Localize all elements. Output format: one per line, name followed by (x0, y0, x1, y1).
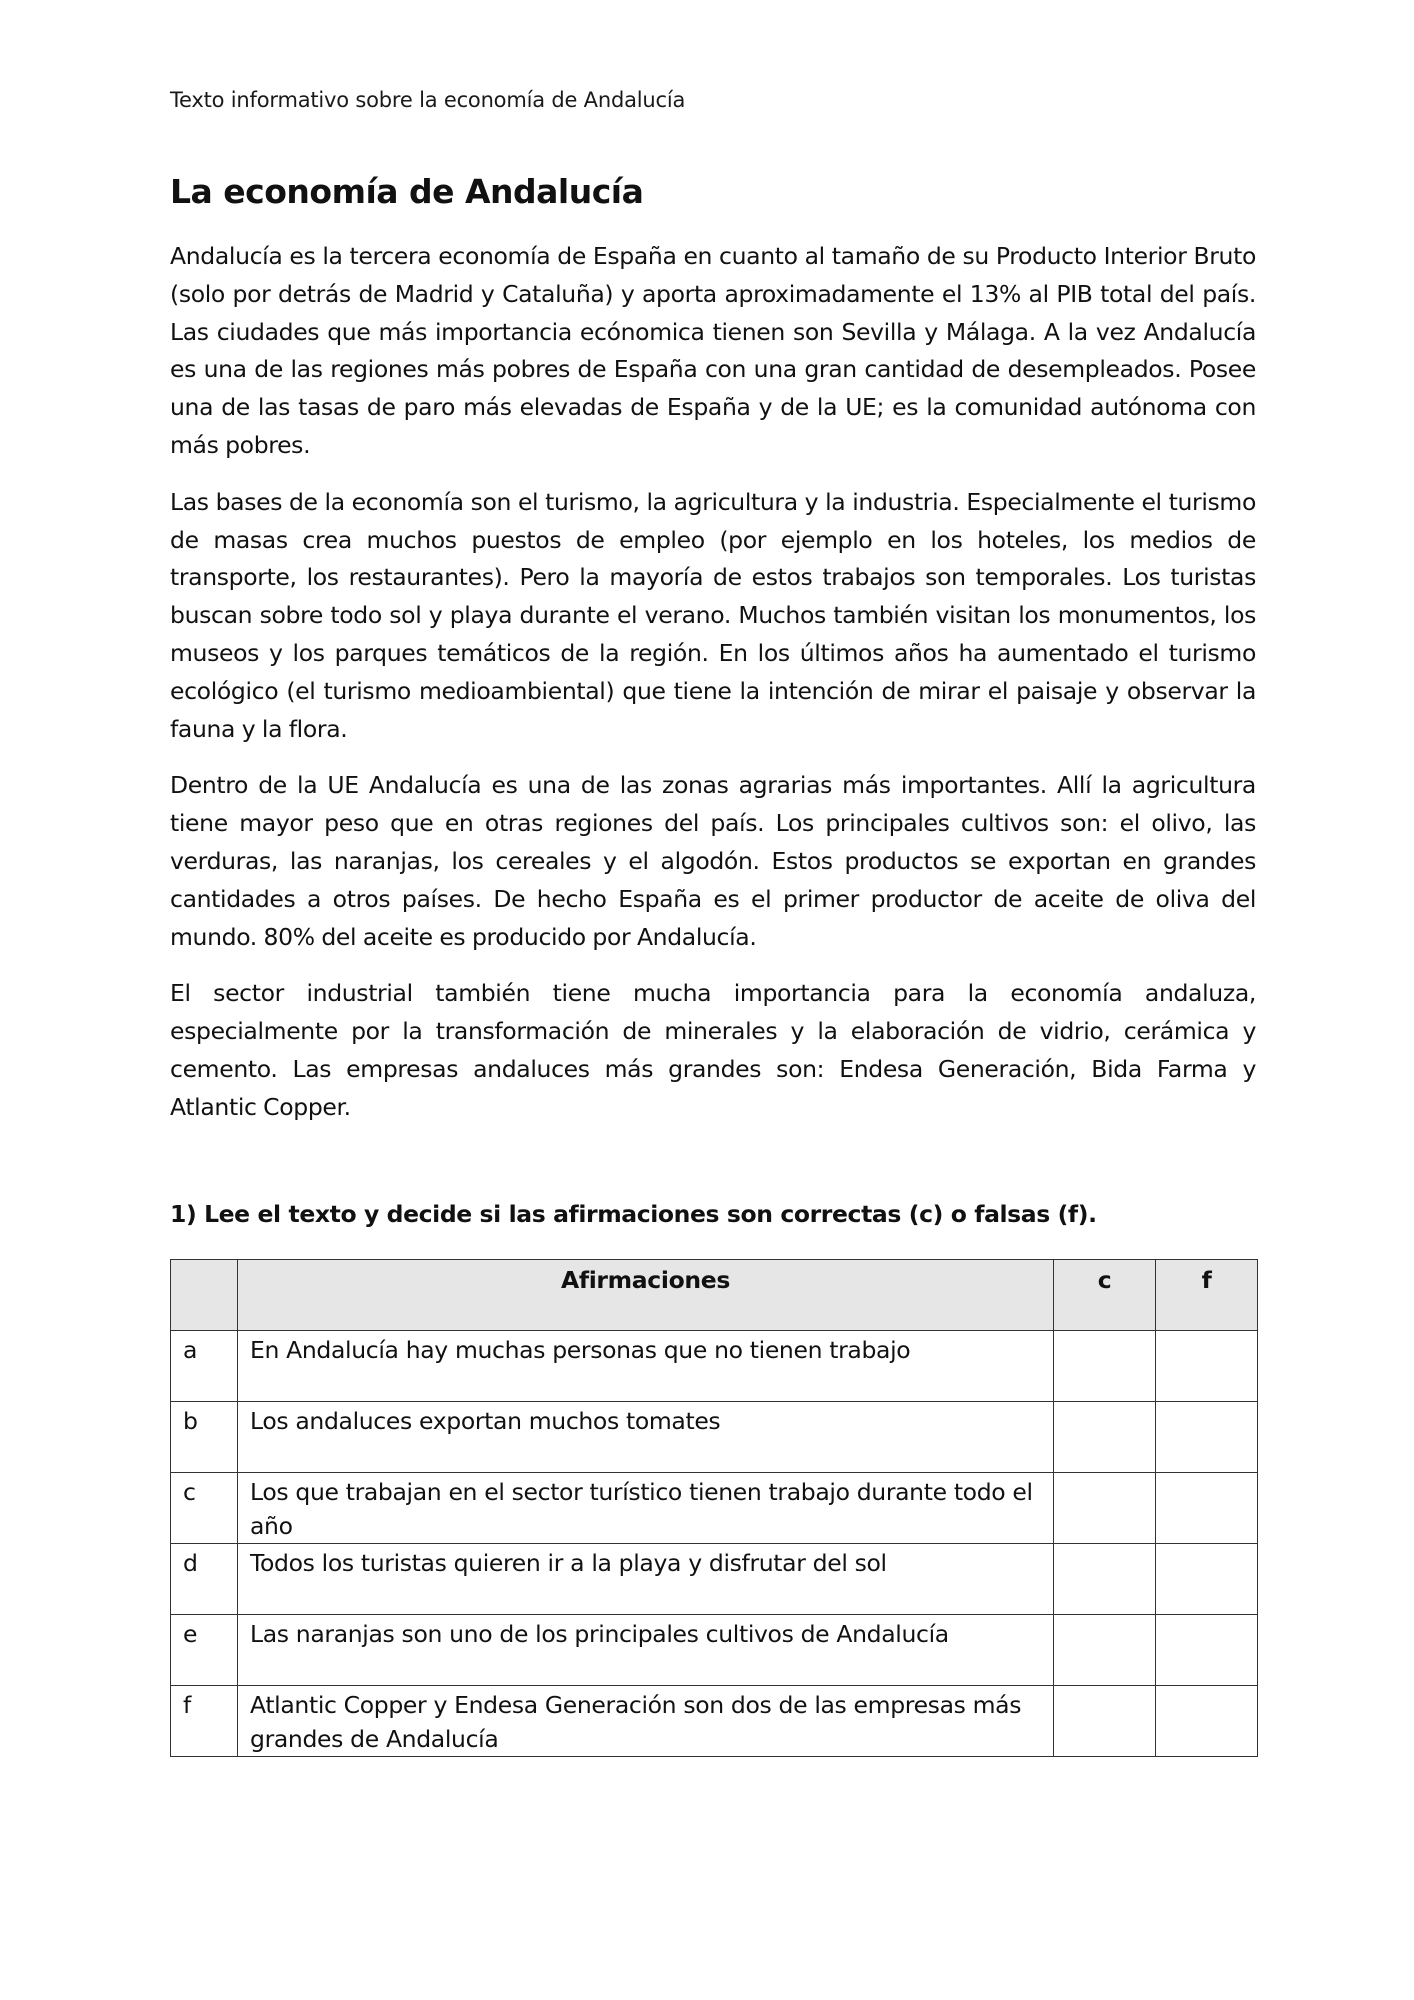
answer-cell-correct[interactable] (1054, 1473, 1156, 1544)
row-letter: e (171, 1615, 238, 1686)
row-statement: Los andaluces exportan muchos tomates (238, 1402, 1054, 1473)
header-correct: c (1054, 1260, 1156, 1331)
answer-cell-correct[interactable] (1054, 1331, 1156, 1402)
row-letter: d (171, 1544, 238, 1615)
paragraph-tourism: Las bases de la economía son el turismo, la agricultura y la industria. Especialmente el turismo de masas crea muchos puestos de empleo (por ejemplo en los hoteles, los medios de transporte, los restaurantes). Pero la mayoría de estos trabajos son temporales. Los turistas buscan sobre todo sol y playa durante el verano. Muchos también visitan los monumentos, los museos y los parques temáticos de la región. En los últimos años ha aumentado el turismo ecológico (el turismo medioambiental) que tiene la intención de mirar el paisaje y observar la fauna y la flora. (170, 487, 1256, 743)
header-false: f (1156, 1260, 1258, 1331)
row-letter: a (171, 1331, 238, 1402)
paragraph-economy-overview: Andalucía es la tercera economía de España en cuanto al tamaño de su Producto Interior Bruto (solo por detrás de Madrid y Cataluña) y aporta aproximadamente el 13% al PIB total del país. Las ciudades que más importancia ecónomica tienen son Sevilla y Málaga. A la vez Andalucía es una de las regiones más pobres de España con una gran cantidad de desempleados. Posee una de las tasas de paro más elevadas de España y de la UE; es la comunidad autónoma con más pobres. (170, 242, 1256, 459)
answer-cell-correct[interactable] (1054, 1615, 1156, 1686)
statements-table (170, 1259, 1258, 1757)
page-header: Texto informativo sobre la economía de Andalucía (170, 88, 686, 112)
row-statement: En Andalucía hay muchas personas que no tienen trabajo (238, 1331, 1054, 1402)
row-statement: Todos los turistas quieren ir a la playa y disfrutar del sol (238, 1544, 1054, 1615)
table-row (171, 1402, 1258, 1473)
answer-cell-false[interactable] (1156, 1402, 1258, 1473)
header-statements: Afirmaciones (238, 1260, 1054, 1331)
document-title: La economía de Andalucía (170, 172, 644, 211)
article-body (170, 238, 1256, 1146)
answer-cell-correct[interactable] (1054, 1544, 1156, 1615)
answer-cell-false[interactable] (1156, 1615, 1258, 1686)
row-statement: Las naranjas son uno de los principales cultivos de Andalucía (238, 1615, 1054, 1686)
row-letter: f (171, 1686, 238, 1757)
answer-cell-false[interactable] (1156, 1544, 1258, 1615)
table-row (171, 1331, 1258, 1402)
header-letter-cell (171, 1260, 238, 1331)
paragraph-agriculture: Dentro de la UE Andalucía es una de las zonas agrarias más importantes. Allí la agricultura tiene mayor peso que en otras regiones del país. Los principales cultivos son: el olivo, las verduras, las naranjas, los cereales y el algodón. Estos productos se exportan en grandes cantidades a otros países. De hecho España es el primer productor de aceite de oliva del mundo. 80% del aceite es producido por Andalucía. (170, 771, 1256, 951)
paragraph-industry: El sector industrial también tiene mucha importancia para la economía andaluza, especialmente por la transformación de minerales y la elaboración de vidrio, cerámica y cemento. Las empresas andaluces más grandes son: Endesa Generación, Bida Farma y Atlantic Copper. (170, 979, 1256, 1121)
exercise-instruction: 1) Lee el texto y decide si las afirmaciones son correctas (c) o falsas (f). (170, 1200, 1097, 1228)
table-row (171, 1686, 1258, 1757)
row-statement: Los que trabajan en el sector turístico tienen trabajo durante todo el año (238, 1473, 1054, 1544)
table-header-row (171, 1260, 1258, 1331)
answer-cell-correct[interactable] (1054, 1686, 1156, 1757)
table-row (171, 1473, 1258, 1544)
table-row (171, 1544, 1258, 1615)
row-letter: b (171, 1402, 238, 1473)
answer-cell-correct[interactable] (1054, 1402, 1156, 1473)
answer-cell-false[interactable] (1156, 1473, 1258, 1544)
answer-cell-false[interactable] (1156, 1686, 1258, 1757)
row-letter: c (171, 1473, 238, 1544)
row-statement: Atlantic Copper y Endesa Generación son dos de las empresas más grandes de Andalucía (238, 1686, 1054, 1757)
table-row (171, 1615, 1258, 1686)
answer-cell-false[interactable] (1156, 1331, 1258, 1402)
